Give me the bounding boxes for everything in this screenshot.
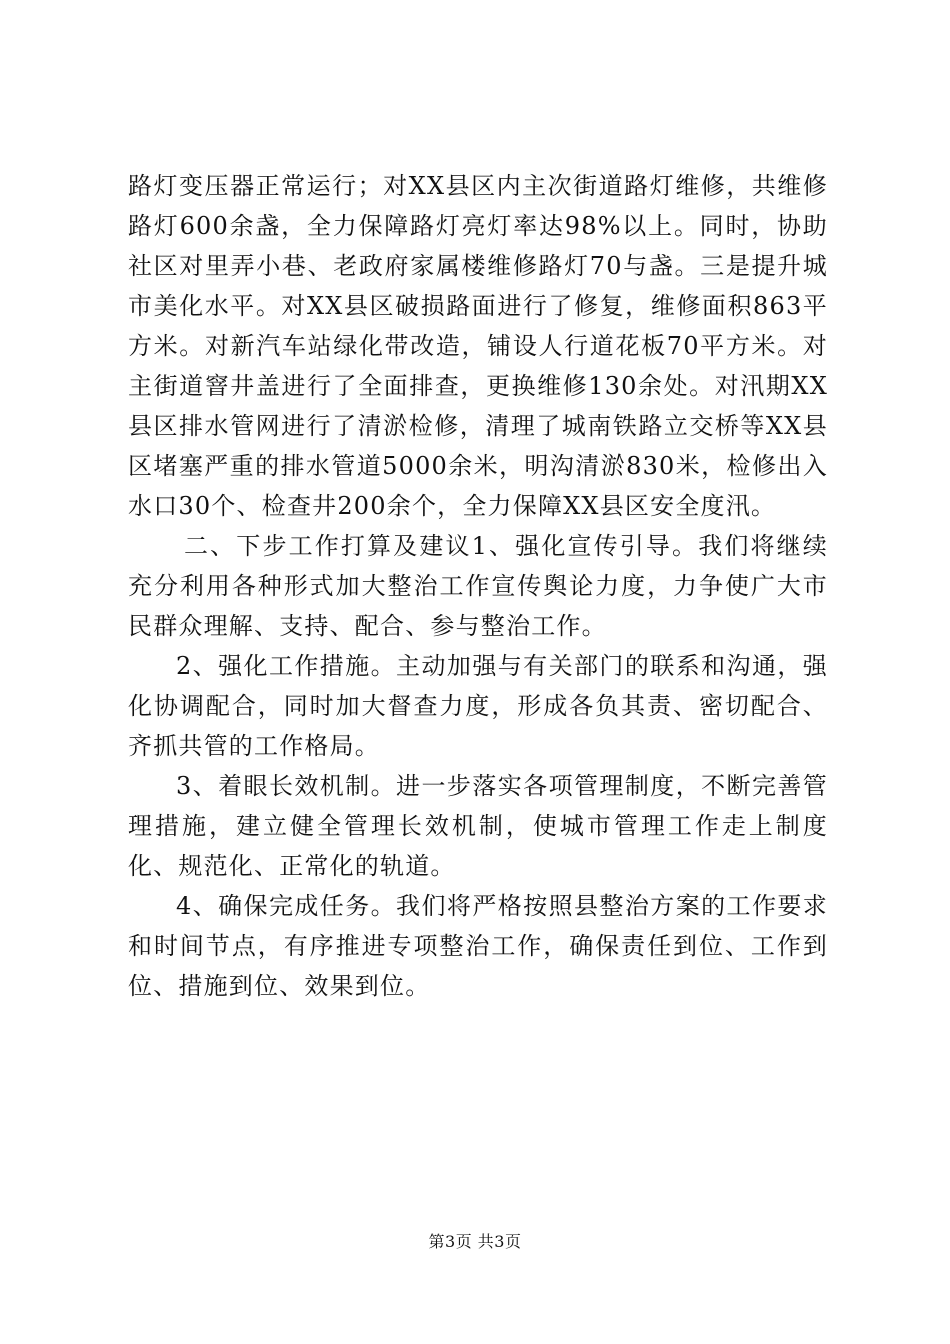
- document-body: [128, 166, 828, 1006]
- paragraph-work-measures: 2、强化工作措施。主动加强与有关部门的联系和沟通，强化协调配合，同时加大督查力度，形成各负其责、密切配合、齐抓共管的工作格局。: [128, 652, 828, 760]
- paragraph-complete-tasks: 4、确保完成任务。我们将严格按照县整治方案的工作要求和时间节点，有序推进专项整治工作，确保责任到位、工作到位、措施到位、效果到位。: [128, 892, 828, 1000]
- paragraph-long-term-mechanism: 3、着眼长效机制。进一步落实各项管理制度，不断完善管理措施，建立健全管理长效机制，使城市管理工作走上制度化、规范化、正常化的轨道。: [128, 772, 828, 880]
- page-number-footer: 第3页 共3页: [428, 1232, 522, 1251]
- paragraph-next-steps-publicity: 二、下步工作打算及建议1、强化宣传引导。我们将继续充分利用各种形式加大整治工作宣传舆论力度，力争使广大市民群众理解、支持、配合、参与整治工作。: [128, 532, 828, 640]
- paragraph-continued-work-summary: 路灯变压器正常运行；对XX县区内主次街道路灯维修，共维修路灯600余盏，全力保障路灯亮灯率达98%以上。同时，协助社区对里弄小巷、老政府家属楼维修路灯70与盏。三是提升城市美化水平。对XX县区破损路面进行了修复，维修面积863平方米。对新汽车站绿化带改造，铺设人行道花板70平方米。对主街道窨井盖进行了全面排查，更换维修130余处。对汛期XX县区排水管网进行了清淤检修，清理了城南铁路立交桥等XX县区堵塞严重的排水管道5000余米，明沟清淤830米，检修出入水口30个、检查井200余个，全力保障XX县区安全度汛。: [128, 172, 828, 520]
